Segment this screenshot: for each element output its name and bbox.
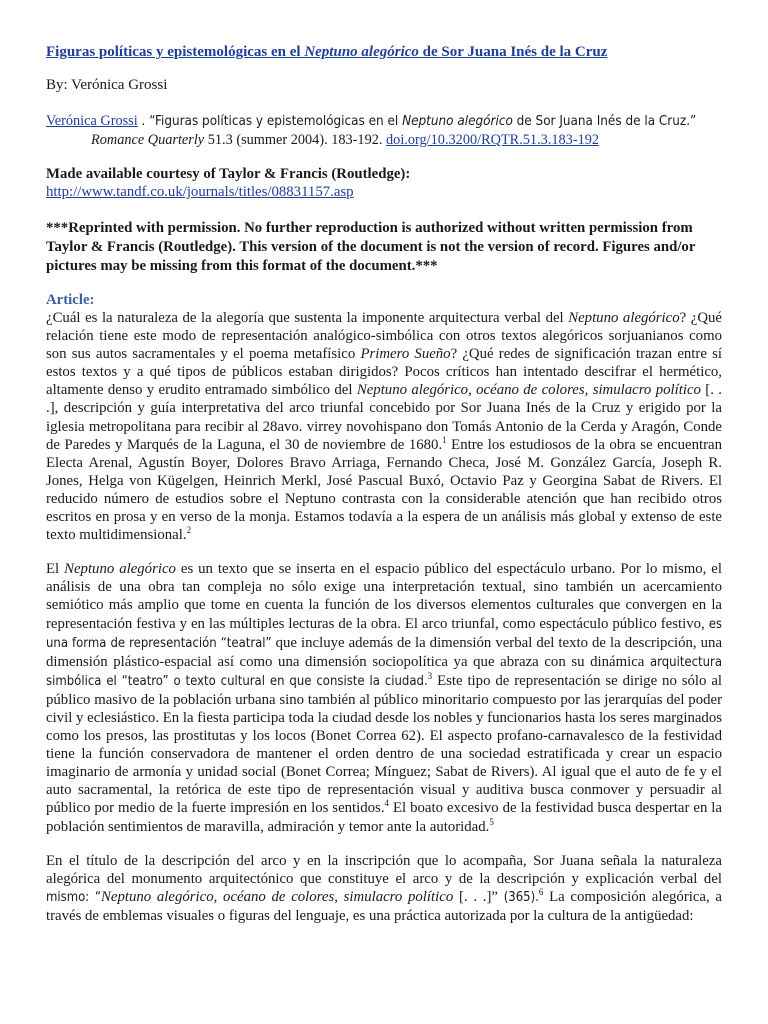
- publisher-url-link[interactable]: http://www.tandf.co.uk/journals/titles/08831157.asp: [46, 184, 354, 200]
- byline: By: Verónica Grossi: [46, 77, 168, 93]
- permission-notice: ***Reprinted with permission. No further reproduction is authorized without written permission from Taylor & Francis (Routledge). This version of the document is not the version of record. Figures and/or pictures may be missing from this format of the document.***: [46, 220, 696, 274]
- paragraph-1: ¿Cuál es la naturaleza de la alegoría que sustenta la imponente arquitectura verbal del Neptuno alegórico? ¿Qué relación tiene este modo de representación analógico-simbólica con otros textos alegóricos sorjuanianos como son sus autos sacramentales y el poema metafísico Primero Sueño? ¿Qué redes de significación trazan entre sí estos textos y a qué tipos de públicos estaban dirigidos? Pocos críticos han intentado descifrar el hermético, altamente denso y erudito entramado simbólico del Neptuno alegórico, océano de colores, simulacro político [. . .], descripción y guía interpretativa del arco triunfal concebido por Sor Juana Inés de la Cruz y erigido por la iglesia metropolitana para recibir al 28avo. virrey novohispano don Tomás Antonio de la Cerda y Aragón, Conde de Paredes y Marqués de la Laguna, el 30 de noviembre de 1680.$^1$ Entre los estudiosos de la obra se encuentran Electa Arenal, Agustín Boyer, Dolores Bravo Arriaga, Fernando Checa, José M. González García, Joseph R. Jones, Helga von Kügelgen, Heinrich Merkl, José Pascual Buxó, Octavio Paz y Georgina Sabat de Rivers. El reducido número de estudios sobre el Neptuno contrasta con la considerable atención que han recibido otros escritos en prosa y en verso de la monja. Estamos todavía a la espera de un análisis más global y extenso de este texto multidimensional.$^2$: [46, 310, 722, 544]
- courtesy-line: Made available courtesy of Taylor & Francis (Routledge):: [46, 166, 411, 182]
- paragraph-3: En el título de la descripción del arco y en la inscripción que lo acompaña, Sor Juana señala la naturaleza alegórica del monumento arquitectónico que constituye el arco y de la descripción y explicación verbal del mismo: “Neptuno alegórico, océano de colores, simulacro político [. . .]” (365).$^6$ La composición alegórica, a través de emblemas visuales o figuras del lenguaje, es una práctica autorizada por la cultura de la antigüedad:: [46, 852, 722, 924]
- doi-link[interactable]: doi.org/10.3200/RQTR.51.3.183-192: [386, 132, 600, 148]
- footnote-ref-5[interactable]: 5: [489, 816, 494, 827]
- citation-source: Romance Quarterly 51.3 (summer 2004). 183-192. doi.org/10.3200/RQTR.51.3.183-192: [91, 132, 600, 148]
- footnote-ref-4[interactable]: 4: [384, 798, 390, 809]
- author-link[interactable]: Verónica Grossi: [46, 113, 138, 129]
- document-title[interactable]: [46, 44, 722, 61]
- paragraph-2: El Neptuno alegórico es un texto que se inserta en el espacio público del espectáculo urbano. Por lo mismo, el análisis de una obra tan compleja no sólo exige una interpretación textual, sino también un acercamiento semiótico más amplio que tome en cuenta la función de los diversos elementos culturales que convergen en la representación festiva y en las múltiples lecturas de la obra. El arco triunfal, como espectáculo público festivo, es una forma de representación “teatral” que incluye además de la dimensión verbal del texto de la descripción, una dimensión plástico-espacial así como una dimensión sociopolítica ya que abraza con su dinámica arquitectura simbólica el “teatro” o texto cultural en que consiste la ciudad.$^3$ Este tipo de representación se dirige no sólo al público masivo de la población urbana sino también al público minoritario compuesto por las jerarquías del poder civil y eclesiástico. En la fiesta participa toda la ciudad desde los nobles y funcionarios hasta los seres marginados como los presos, las prostitutas y los locos (Bonet Correa 62). El aspecto profano-carnavalesco de la festividad tiene la función conservadora de mantener el orden dentro de una sociedad estratificada y crear un espacio imaginario de armonía y unidad social (Bonet Correa; Mínguez; Sabat de Rivers). Al igual que el auto de fe y el auto sacramental, la retórica de este tipo de representación visual y auditiva busca conmover y persuadir al público por medio de la fuerte impresión en los sentidos.$^4$ El boato excesivo de la festividad busca despertar en la población sentimientos de maravilla, admiración y temor ante la autoridad.$^5$: [46, 561, 723, 835]
- courtesy-block: [46, 165, 722, 201]
- citation: [46, 112, 722, 149]
- footnote-ref-3[interactable]: 3: [427, 670, 433, 681]
- footnote-ref-6[interactable]: 6: [538, 886, 544, 897]
- footnote-ref-2[interactable]: 2: [186, 525, 192, 536]
- article-heading: Article:: [46, 292, 95, 308]
- citation-text: . “Figuras políticas y epistemológicas en el Neptuno alegórico de Sor Juana Inés de la Cruz.”: [137, 114, 697, 129]
- footnote-ref-1[interactable]: 1: [442, 434, 447, 445]
- title-link[interactable]: Figuras políticas y epistemológicas en el Neptuno alegórico de Sor Juana Inés de la Cruz: [46, 44, 608, 60]
